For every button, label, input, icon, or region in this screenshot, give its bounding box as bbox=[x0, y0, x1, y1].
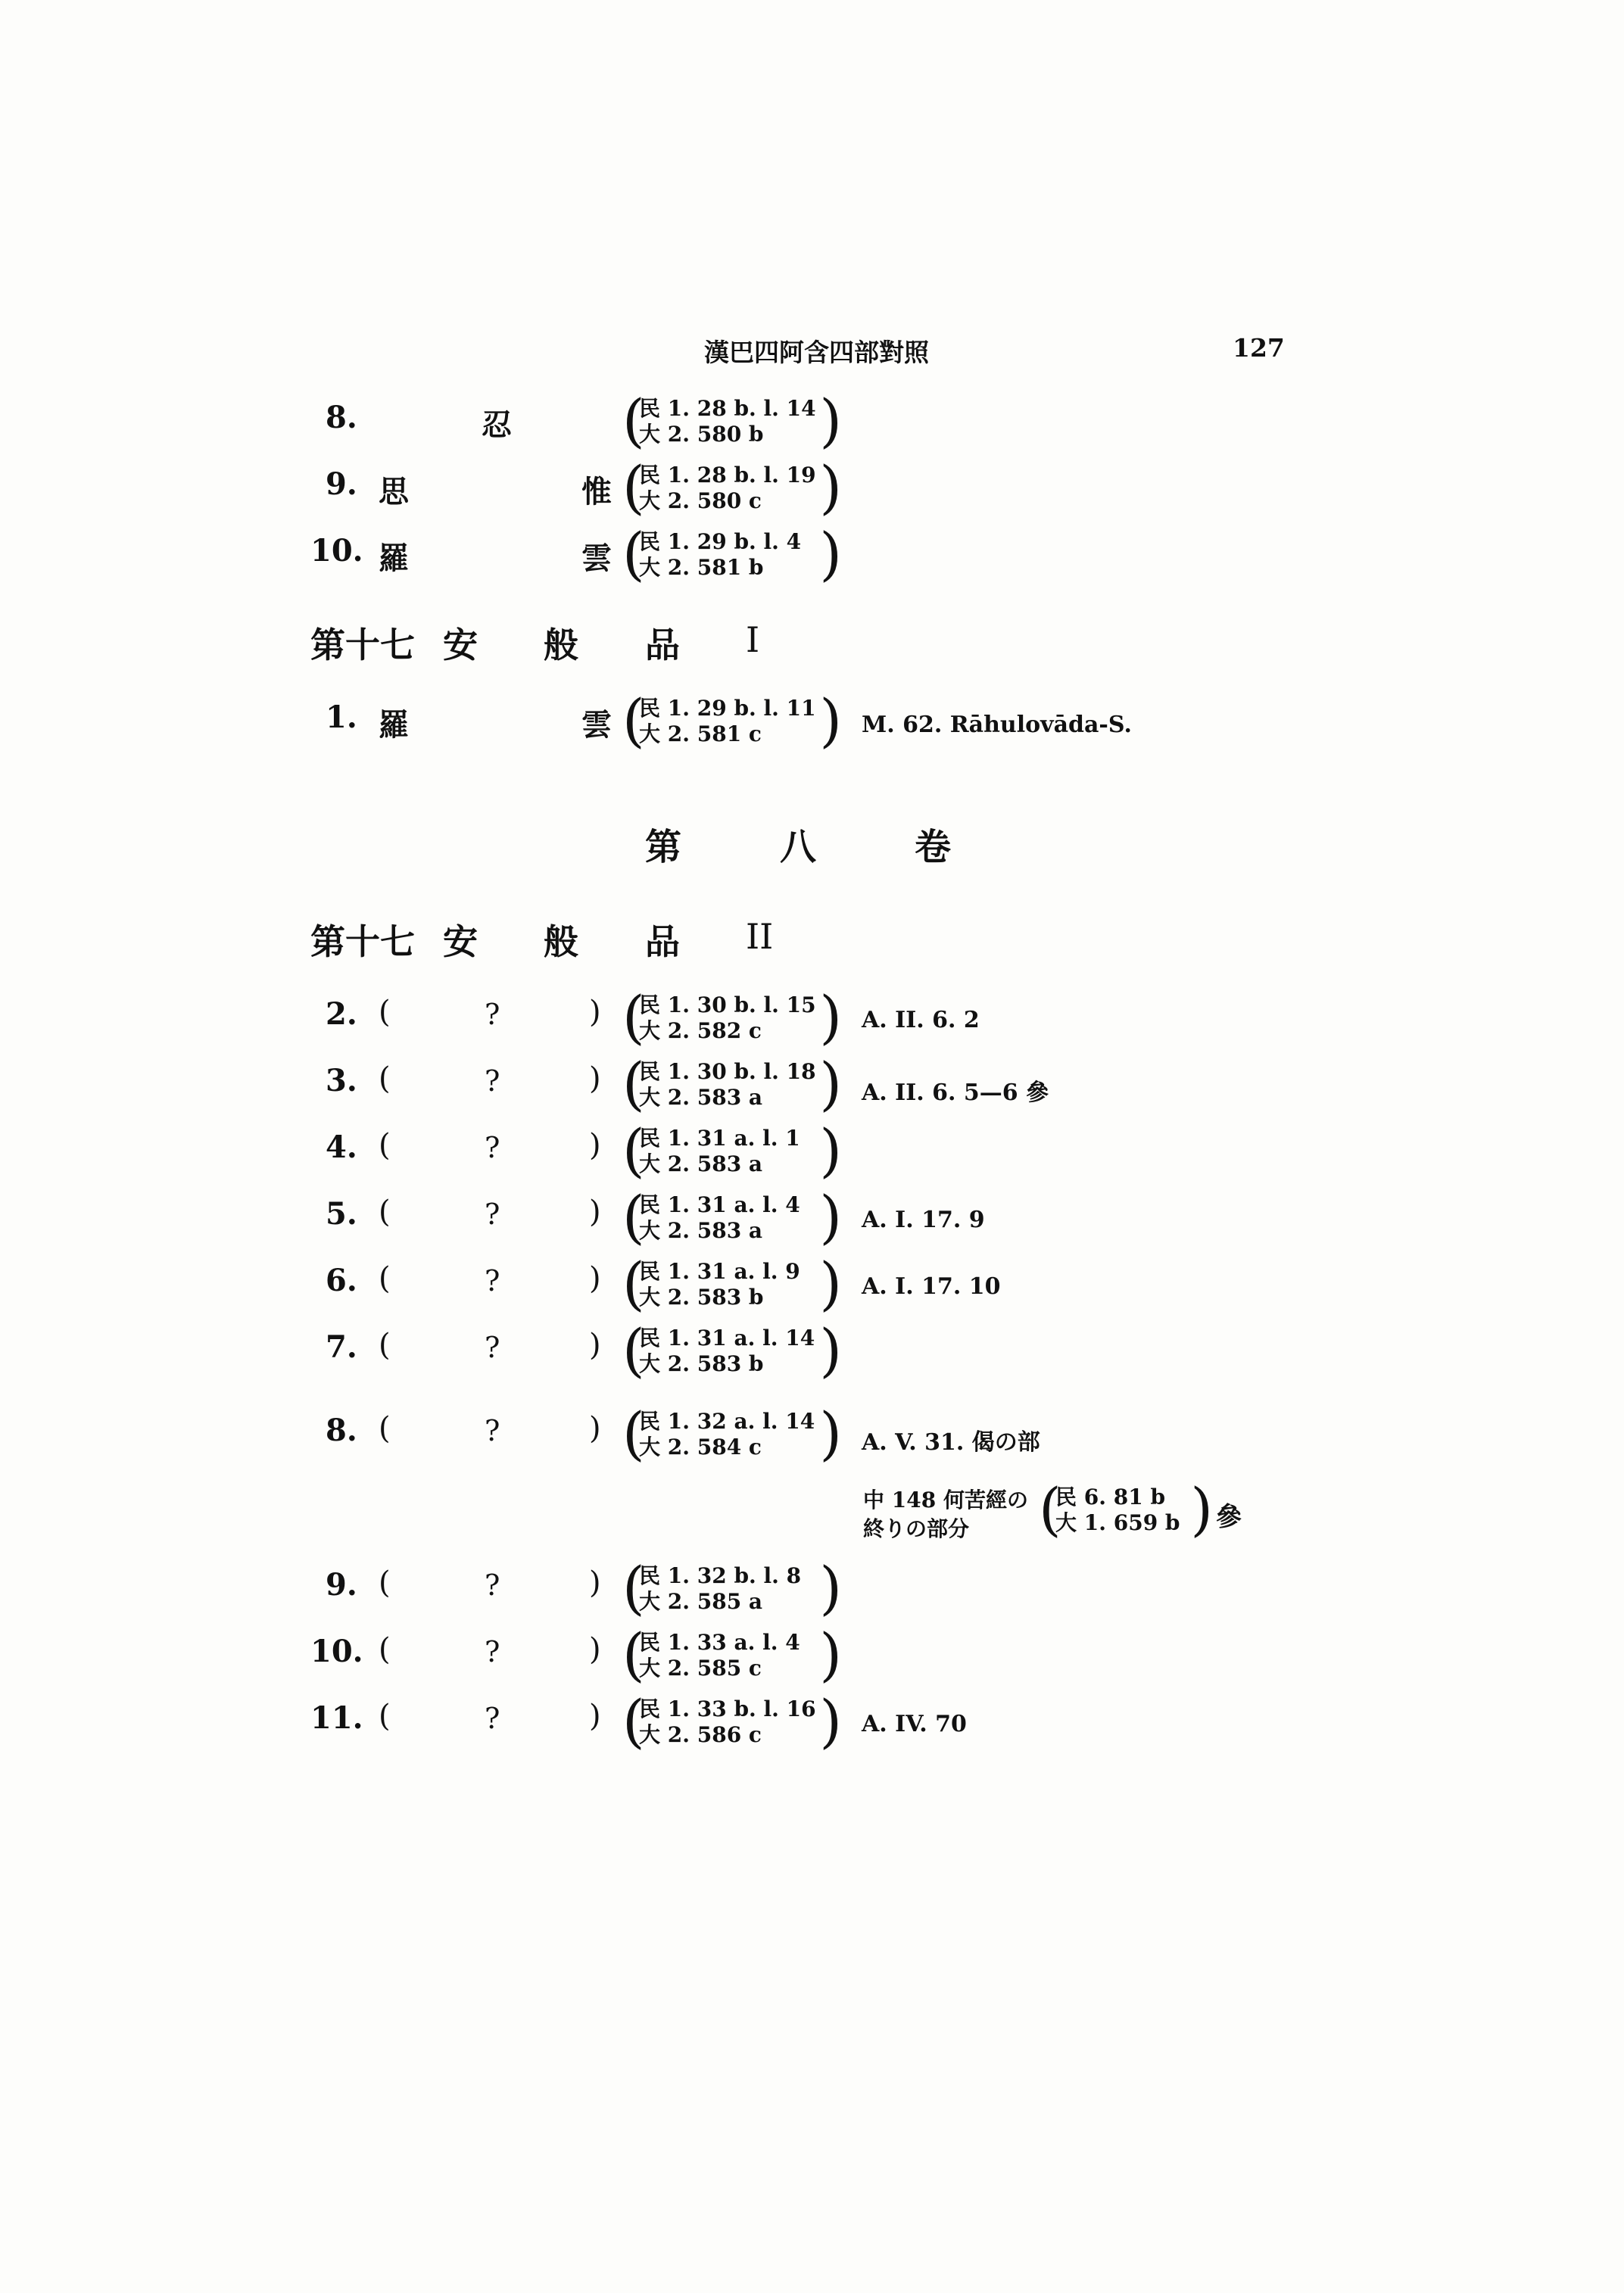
parallel-note: A. II. 6. 5—6 參 bbox=[862, 1080, 1049, 1106]
bracket-close: ) bbox=[819, 520, 842, 587]
reference-bracket bbox=[622, 1117, 842, 1184]
entry-number: 8. bbox=[326, 1413, 357, 1448]
paren-open: ( bbox=[379, 1061, 391, 1096]
reference-bracket bbox=[622, 687, 842, 754]
parallel-note: A. V. 31. 偈の部 bbox=[862, 1429, 1040, 1456]
reference-line-1: 民 1. 28 b. l. 14 bbox=[639, 396, 816, 421]
reference-bracket bbox=[622, 1250, 842, 1317]
bracket-close: ) bbox=[819, 1554, 842, 1622]
parallel-note: A. I. 17. 10 bbox=[862, 1273, 1001, 1300]
entry-number: 9. bbox=[326, 1567, 357, 1603]
bracket-open: ( bbox=[622, 1400, 645, 1467]
section-name: 第十七 bbox=[310, 921, 415, 962]
reference-line-2: 大 2. 580 c bbox=[639, 488, 762, 513]
reference-line-1: 民 1. 32 b. l. 8 bbox=[639, 1563, 802, 1588]
bracket-open: ( bbox=[622, 687, 645, 754]
reference-line-2: 大 2. 584 c bbox=[639, 1435, 762, 1460]
entry-title-last-char: 雲 bbox=[581, 541, 612, 576]
unknown-title-mark: ? bbox=[485, 1331, 500, 1364]
reference-bracket bbox=[622, 983, 842, 1051]
parallel-note: A. II. 6. 2 bbox=[862, 1007, 980, 1033]
entry-number: 10. bbox=[310, 533, 363, 569]
section-char-1: 安 bbox=[443, 625, 478, 665]
reference-bracket bbox=[622, 387, 842, 454]
paren-close: ) bbox=[589, 1061, 601, 1096]
reference-bracket bbox=[622, 453, 842, 521]
bracket-close: ) bbox=[819, 1621, 842, 1688]
paren-open: ( bbox=[379, 1566, 391, 1600]
bracket-close: ) bbox=[819, 1687, 842, 1755]
reference-bracket bbox=[622, 1316, 842, 1384]
unknown-title-mark: ? bbox=[485, 1198, 500, 1231]
reference-bracket bbox=[622, 1621, 842, 1688]
paren-open: ( bbox=[379, 1699, 391, 1734]
reference-bracket bbox=[622, 1400, 842, 1467]
entry-number: 3. bbox=[326, 1063, 357, 1098]
bracket-close: ) bbox=[819, 387, 842, 454]
paren-open: ( bbox=[379, 1632, 391, 1667]
entry-number: 7. bbox=[326, 1329, 357, 1365]
reference-line-1: 民 1. 29 b. l. 4 bbox=[639, 529, 802, 554]
reference-line-1: 民 6. 81 b bbox=[1055, 1485, 1166, 1509]
cross-reference-line-2: 終りの部分 bbox=[863, 1516, 970, 1541]
reference-line-2: 大 2. 583 b bbox=[639, 1285, 764, 1310]
bracket-close: ) bbox=[819, 1183, 842, 1251]
bracket-close: ) bbox=[819, 1400, 842, 1467]
bracket-open: ( bbox=[622, 1316, 645, 1384]
paren-close: ) bbox=[589, 1632, 601, 1667]
reference-line-1: 民 1. 29 b. l. 11 bbox=[639, 696, 816, 721]
entry-number: 8. bbox=[326, 400, 357, 435]
page-number: 127 bbox=[1233, 333, 1285, 363]
reference-line-1: 民 1. 31 a. l. 9 bbox=[639, 1259, 800, 1284]
cross-reference-bracket bbox=[1039, 1475, 1213, 1543]
entry-title-last-char: 惟 bbox=[581, 474, 612, 509]
entry-number: 10. bbox=[310, 1634, 363, 1669]
paren-close: ) bbox=[589, 1411, 601, 1446]
unknown-title-mark: ? bbox=[485, 1131, 500, 1164]
reference-line-2: 大 1. 659 b bbox=[1055, 1510, 1180, 1535]
entry-title-first-char: 思 bbox=[379, 474, 409, 509]
volume-char-2: 八 bbox=[780, 826, 817, 868]
paren-close: ) bbox=[589, 1328, 601, 1363]
section-roman-numeral: II bbox=[746, 916, 774, 957]
paren-open: ( bbox=[379, 1195, 391, 1229]
reference-line-2: 大 2. 585 a bbox=[639, 1589, 763, 1614]
unknown-title-mark: ? bbox=[485, 1702, 500, 1735]
bracket-open: ( bbox=[622, 387, 645, 454]
paren-open: ( bbox=[379, 1328, 391, 1363]
section-name: 第十七 bbox=[310, 625, 415, 665]
paren-open: ( bbox=[379, 995, 391, 1030]
reference-line-1: 民 1. 31 a. l. 1 bbox=[639, 1126, 800, 1151]
unknown-title-mark: ? bbox=[485, 1414, 500, 1447]
bracket-close: ) bbox=[819, 687, 842, 754]
reference-bracket bbox=[622, 1554, 842, 1622]
reference-line-1: 民 1. 32 a. l. 14 bbox=[639, 1409, 815, 1434]
reference-line-1: 民 1. 30 b. l. 18 bbox=[639, 1059, 816, 1084]
reference-line-2: 大 2. 585 c bbox=[639, 1656, 762, 1681]
paren-close: ) bbox=[589, 1128, 601, 1163]
section-char-1: 安 bbox=[443, 921, 478, 962]
paren-open: ( bbox=[379, 1261, 391, 1296]
entry-title-first-char: 羅 bbox=[379, 707, 409, 743]
entry-number: 9. bbox=[326, 466, 357, 502]
running-header-title: 漢巴四阿含四部對照 bbox=[704, 338, 929, 367]
bracket-open: ( bbox=[622, 1554, 645, 1622]
reference-bracket bbox=[622, 1687, 842, 1755]
unknown-title-mark: ? bbox=[485, 1569, 500, 1602]
bracket-close: ) bbox=[819, 1050, 842, 1117]
entry-number: 6. bbox=[326, 1263, 357, 1298]
parallel-note: M. 62. Rāhulovāda-S. bbox=[862, 712, 1132, 738]
reference-line-2: 大 2. 583 a bbox=[639, 1085, 763, 1110]
unknown-title-mark: ? bbox=[485, 1264, 500, 1298]
reference-bracket bbox=[622, 1183, 842, 1251]
reference-line-2: 大 2. 583 a bbox=[639, 1151, 763, 1176]
section-char-2: 般 bbox=[544, 921, 578, 962]
bracket-open: ( bbox=[622, 520, 645, 587]
reference-line-1: 民 1. 31 a. l. 14 bbox=[639, 1326, 815, 1351]
section-char-2: 般 bbox=[544, 625, 578, 665]
reference-line-2: 大 2. 582 c bbox=[639, 1018, 762, 1043]
bracket-close: ) bbox=[1190, 1475, 1213, 1543]
bracket-open: ( bbox=[622, 1687, 645, 1755]
entry-number: 5. bbox=[326, 1196, 357, 1232]
entry-number: 1. bbox=[326, 699, 357, 735]
entry-title: 忍 bbox=[482, 407, 512, 443]
reference-line-2: 大 2. 580 b bbox=[639, 422, 764, 447]
bracket-open: ( bbox=[622, 1250, 645, 1317]
cross-reference-note bbox=[863, 1475, 1257, 1550]
paren-open: ( bbox=[379, 1411, 391, 1446]
volume-char-3: 卷 bbox=[915, 826, 952, 868]
bracket-open: ( bbox=[622, 1621, 645, 1688]
unknown-title-mark: ? bbox=[485, 1635, 500, 1668]
reference-line-2: 大 2. 583 b bbox=[639, 1351, 764, 1376]
bracket-close: ) bbox=[819, 453, 842, 521]
reference-line-2: 大 2. 583 a bbox=[639, 1218, 763, 1243]
unknown-title-mark: ? bbox=[485, 1064, 500, 1098]
cross-reference-line-1: 中 148 何苦經の bbox=[863, 1488, 1028, 1513]
paren-close: ) bbox=[589, 995, 601, 1030]
section-char-3: 品 bbox=[645, 625, 680, 665]
paren-open: ( bbox=[379, 1128, 391, 1163]
bracket-open: ( bbox=[622, 1117, 645, 1184]
parallel-note: A. I. 17. 9 bbox=[862, 1207, 985, 1233]
reference-bracket bbox=[622, 520, 842, 587]
reference-line-2: 大 2. 586 c bbox=[639, 1722, 762, 1747]
entry-title-first-char: 羅 bbox=[379, 541, 409, 576]
reference-line-1: 民 1. 30 b. l. 15 bbox=[639, 992, 816, 1017]
reference-line-1: 民 1. 28 b. l. 19 bbox=[639, 463, 816, 488]
paren-close: ) bbox=[589, 1195, 601, 1229]
entry-title-last-char: 雲 bbox=[581, 707, 612, 743]
volume-char-1: 第 bbox=[645, 826, 682, 868]
paren-close: ) bbox=[589, 1566, 601, 1600]
paren-close: ) bbox=[589, 1699, 601, 1734]
entry-number: 4. bbox=[326, 1129, 357, 1165]
paren-close: ) bbox=[589, 1261, 601, 1296]
reference-bracket bbox=[622, 1050, 842, 1117]
bracket-open: ( bbox=[622, 453, 645, 521]
entry-number: 11. bbox=[310, 1700, 363, 1736]
reference-line-1: 民 1. 33 b. l. 16 bbox=[639, 1696, 816, 1721]
bracket-open: ( bbox=[622, 983, 645, 1051]
unknown-title-mark: ? bbox=[485, 998, 500, 1031]
reference-line-1: 民 1. 33 a. l. 4 bbox=[639, 1630, 800, 1655]
reference-line-2: 大 2. 581 b bbox=[639, 555, 764, 580]
entry-number: 2. bbox=[326, 996, 357, 1032]
bracket-close: ) bbox=[819, 1250, 842, 1317]
bracket-close: ) bbox=[819, 1316, 842, 1384]
bracket-open: ( bbox=[622, 1050, 645, 1117]
section-char-3: 品 bbox=[645, 921, 680, 962]
reference-line-2: 大 2. 581 c bbox=[639, 721, 762, 746]
bracket-open: ( bbox=[1039, 1475, 1061, 1543]
reference-line-1: 民 1. 31 a. l. 4 bbox=[639, 1192, 800, 1217]
parallel-note: A. IV. 70 bbox=[862, 1711, 967, 1737]
bracket-close: ) bbox=[819, 983, 842, 1051]
cross-reference-suffix: 參 bbox=[1216, 1502, 1242, 1532]
bracket-open: ( bbox=[622, 1183, 645, 1251]
bracket-close: ) bbox=[819, 1117, 842, 1184]
section-roman-numeral: I bbox=[746, 619, 760, 660]
